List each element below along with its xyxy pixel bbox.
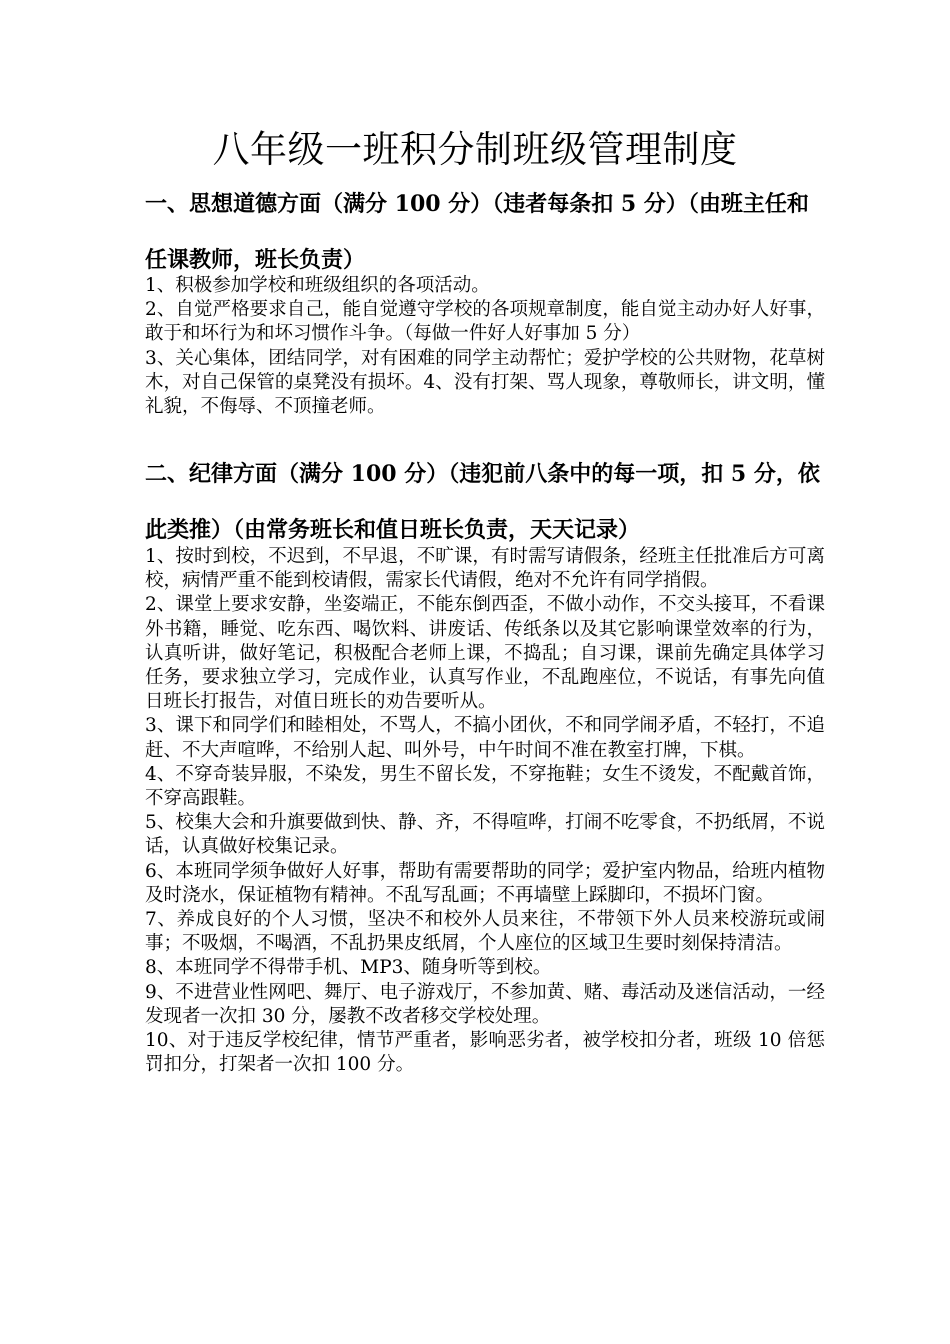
section-heading-moral: 一、思想道德方面（满分 100 分）（违者每条扣 5 分）（由班主任和任课教师，班长负责） [145, 191, 809, 273]
section-list-discipline [145, 545, 825, 1077]
list-item: 3、关心集体，团结同学，对有困难的同学主动帮忙；爱护学校的公共财物，花草树木，对自己保管的桌凳没有损坏。4、没有打架、骂人现象，尊敬师长，讲文明，懂礼貌，不侮辱、不顶撞老师。 [145, 347, 825, 418]
list-item: 3、课下和同学们和睦相处，不骂人，不搞小团伙，不和同学闹矛盾，不轻打，不追赶、不大声喧哗，不给别人起、叫外号，中午时间不准在教室打牌，下棋。 [145, 715, 825, 761]
list-item: 2、课堂上要求安静，坐姿端正，不能东倒西歪，不做小动作，不交头接耳，不看课外书籍，睡觉、吃东西、喝饮料、讲废话、传纸条以及其它影响课堂效率的行为，认真听讲，做好笔记，积极配合老师上课，不捣乱；自习课，课前先确定具体学习任务，要求独立学习，完成作业，认真写作业，不乱跑座位，不说话，有事先向值日班长打报告，对值日班长的劝告要听从。 [145, 594, 825, 713]
list-item: 2、自觉严格要求自己，能自觉遵守学校的各项规章制度，能自觉主动办好人好事，敢于和坏行为和坏习惯作斗争。（每做一件好人好事加 5 分） [145, 299, 825, 345]
list-item: 1、按时到校，不迟到，不早退，不旷课，有时需写请假条，经班主任批准后方可离校，病情严重不能到校请假，需家长代请假，绝对不允许有同学捎假。 [145, 546, 825, 592]
list-item: 1、积极参加学校和班级组织的各项活动。 [145, 275, 490, 296]
list-item: 4、不穿奇装异服，不染发，男生不留长发，不穿拖鞋；女生不烫发，不配戴首饰，不穿高跟鞋。 [145, 763, 825, 810]
list-item: 7、养成良好的个人习惯，坚决不和校外人员来往，不带领下外人员来校游玩或闹事；不吸烟，不喝酒，不乱扔果皮纸屑，个人座位的区域卫生要时刻保持清洁。 [145, 909, 825, 955]
list-item: 6、本班同学须争做好人好事，帮助有需要帮助的同学；爱护室内物品，给班内植物及时浇水，保证植物有精神。不乱写乱画；不再墙壁上踩脚印，不损坏门窗。 [145, 860, 825, 906]
section-list-moral [145, 274, 825, 419]
list-item: 8、本班同学不得带手机、MP3、随身听等到校。 [145, 957, 552, 979]
list-item: 5、校集大会和升旗要做到快、静、齐，不得喧哗，打闹不吃零食，不扔纸屑，不说话，认真做好校集记录。 [145, 812, 825, 858]
section-heading-discipline: 二、纪律方面（满分 100 分）（违犯前八条中的每一项，扣 5 分，依此类推）（由常务班长和值日班长负责，天天记录） [145, 461, 820, 543]
list-item: 9、不进营业性网吧、舞厅、电子游戏厅，不参加黄、赌、毒活动及迷信活动，一经发现者一次扣 30 分，屡教不改者移交学校处理。 [145, 981, 825, 1027]
list-item: 10、对于违反学校纪律，情节严重者，影响恶劣者，被学校扣分者，班级 10 倍惩罚扣分，打架者一次扣 100 分。 [145, 1030, 825, 1076]
document-title: 八年级一班积分制班级管理制度 [212, 128, 738, 171]
